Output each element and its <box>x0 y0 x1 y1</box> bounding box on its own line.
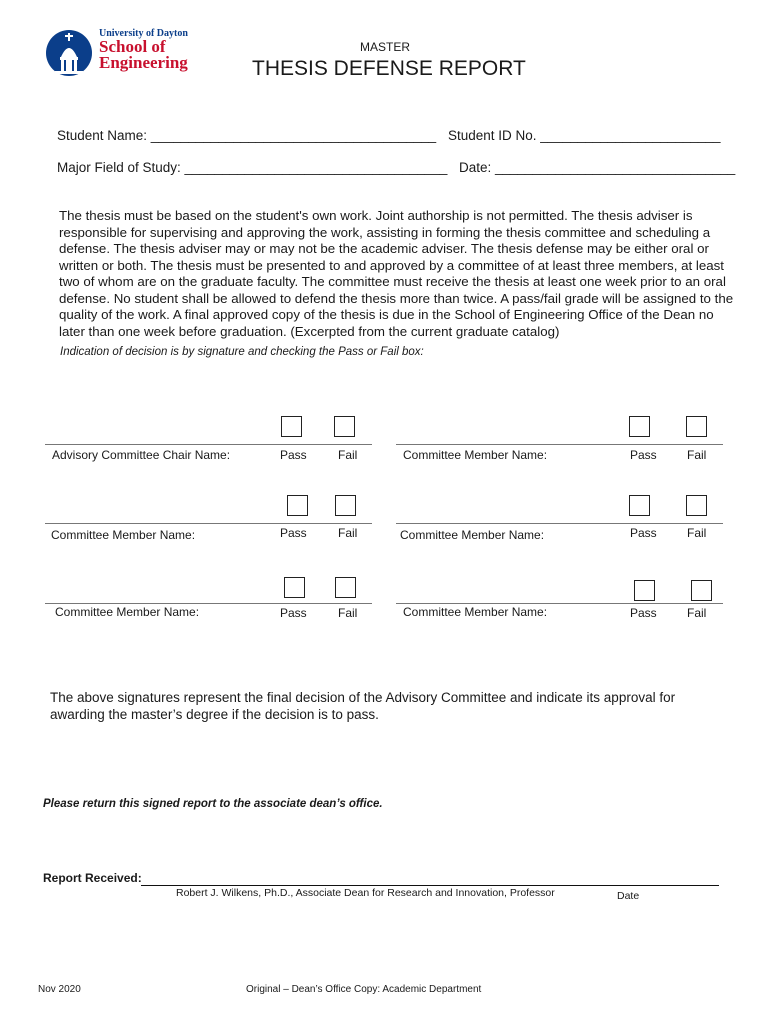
return-instruction: Please return this signed report to the associate dean’s office. <box>43 798 383 810</box>
member-name-label: Committee Member Name: <box>400 528 545 542</box>
pass-label: Pass <box>280 526 307 540</box>
page-title: THESIS DEFENSE REPORT <box>252 57 526 80</box>
fail-label: Fail <box>687 606 707 620</box>
fail-checkbox[interactable] <box>686 416 707 437</box>
member-name-label: Committee Member Name: <box>55 605 200 619</box>
pass-checkbox[interactable] <box>629 416 650 437</box>
fail-label: Fail <box>687 448 707 462</box>
date-field[interactable]: Date: ________________________________ <box>459 160 736 175</box>
pass-label: Pass <box>630 606 657 620</box>
report-kicker: MASTER <box>360 40 411 54</box>
fail-label: Fail <box>338 526 358 540</box>
signature-line[interactable] <box>396 603 723 604</box>
fail-checkbox[interactable] <box>335 577 356 598</box>
report-received-signature-line[interactable] <box>141 885 719 886</box>
pass-checkbox[interactable] <box>281 416 302 437</box>
major-field[interactable]: Major Field of Study: ___________________________________ <box>57 160 448 175</box>
logo-school-line1: School of <box>99 37 166 56</box>
indication-note: Indication of decision is by signature and checking the Pass or Fail box: <box>60 346 424 358</box>
fail-label: Fail <box>338 606 358 620</box>
signature-line[interactable] <box>45 444 372 445</box>
pass-label: Pass <box>630 448 657 462</box>
signer-name: Robert J. Wilkens, Ph.D., Associate Dean for Research and Innovation, Professor <box>176 887 555 899</box>
signature-line[interactable] <box>396 523 723 524</box>
received-date-label: Date <box>617 890 640 902</box>
member-name-label: Committee Member Name: <box>403 605 548 619</box>
fail-label: Fail <box>687 526 707 540</box>
footer-copies: Original – Dean’s Office Copy: Academic Department <box>246 984 482 995</box>
member-name-label: Committee Member Name: <box>403 448 548 462</box>
pass-checkbox[interactable] <box>629 495 650 516</box>
logo-school-line2: Engineering <box>99 53 188 72</box>
pass-checkbox[interactable] <box>634 580 655 601</box>
student-id-field[interactable]: Student ID No. ________________________ <box>448 128 721 143</box>
pass-checkbox[interactable] <box>287 495 308 516</box>
fail-checkbox[interactable] <box>335 495 356 516</box>
student-name-field[interactable]: Student Name: ______________________________________ <box>57 128 437 143</box>
footer-date: Nov 2020 <box>38 984 81 995</box>
fail-checkbox[interactable] <box>691 580 712 601</box>
logo-university-text: University of Dayton <box>99 28 188 39</box>
pass-label: Pass <box>280 448 307 462</box>
pass-label: Pass <box>280 606 307 620</box>
signature-line[interactable] <box>396 444 723 445</box>
fail-checkbox[interactable] <box>334 416 355 437</box>
member-name-label: Committee Member Name: <box>51 528 196 542</box>
logo-school-text <box>99 39 188 71</box>
signature-line[interactable] <box>45 603 372 604</box>
report-received-label: Report Received: <box>43 871 142 885</box>
fail-label: Fail <box>338 448 358 462</box>
chair-name-label: Advisory Committee Chair Name: <box>52 448 231 462</box>
approval-statement: The above signatures represent the final decision of the Advisory Committee and indicate its approval for awarding the master’s degree if the decision is to pass. <box>50 690 676 722</box>
pass-checkbox[interactable] <box>284 577 305 598</box>
signature-line[interactable] <box>45 523 372 524</box>
policy-paragraph: The thesis must be based on the student's own work. Joint authorship is not permitted. The thesis adviser is responsible for supervising and approving the work, assisting in forming the thesis committee and scheduling a defense. The thesis adviser may or may not be the academic adviser. The thesis defense may be either oral or written or both. The thesis must be presented to and approved by a committee of at least three members, at least two of whom are on the graduate faculty. The committee must receive the thesis at least one week prior to an oral defense. No student shall be allowed to defend the thesis more than twice. A pass/fail grade will be assigned to the quality of the work. A final approved copy of the thesis is due in the School of Engineering Office of the Dean no later than one week before graduation. (Excerpted from the current graduate catalog) <box>59 208 734 339</box>
pass-label: Pass <box>630 526 657 540</box>
fail-checkbox[interactable] <box>686 495 707 516</box>
